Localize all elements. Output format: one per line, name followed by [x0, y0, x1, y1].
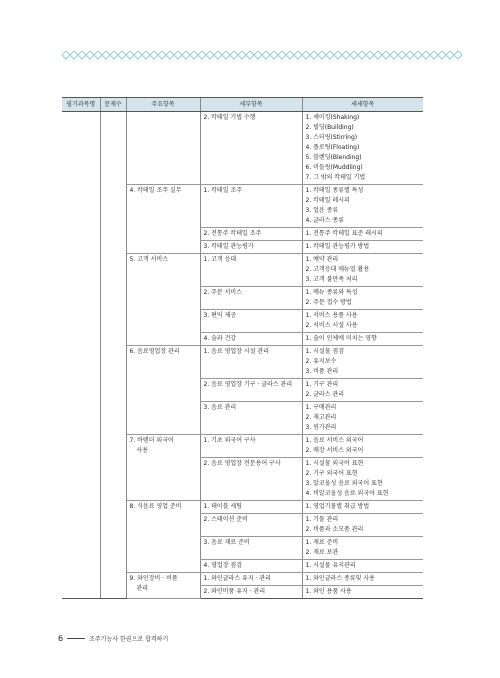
sub-item-cell: 1. 테이블 세팅 [200, 501, 302, 514]
detail-item: 1. 와인 용품 사용 [305, 588, 352, 595]
col-header-sub: 세부항목 [200, 98, 302, 112]
detail-items-cell [302, 379, 423, 402]
diamond-shape [118, 51, 126, 59]
detail-item: 2. 서비스 시설 사용 [305, 322, 358, 329]
diamond-shape [110, 51, 118, 59]
footer-rule [67, 638, 85, 639]
detail-item: 2. 비품과 소모품 관리 [305, 526, 364, 533]
diamond-shape [126, 51, 134, 59]
detail-item: 1. 시설물 유지관리 [305, 562, 356, 569]
diamond-shape [326, 51, 334, 59]
detail-item: 1. 기물 관리 [305, 516, 339, 523]
detail-item: 1. 예약 관리 [305, 256, 339, 263]
detail-item: 1. 와인글라스 종류및 사용 [305, 575, 375, 582]
detail-item: 7. 그 밖의 칵테일 기법 [305, 174, 366, 181]
detail-items-cell [302, 573, 423, 586]
diamond-shape [358, 51, 366, 59]
detail-items-cell [302, 287, 423, 310]
main-item-cell [126, 112, 200, 185]
detail-item: 2. 고객응대 매뉴얼 활용 [305, 266, 370, 273]
detail-item: 6. 머들링(Muddling) [305, 164, 363, 171]
syllabus-table [62, 97, 423, 599]
diamond-shape [446, 51, 454, 59]
diamond-shape [158, 51, 166, 59]
detail-item: 1. 셰이킹(Shaking) [305, 114, 360, 121]
diamond-shape [222, 51, 230, 59]
diamond-shape [142, 51, 150, 59]
sub-item-cell: 3. 음료 재료 준비 [200, 537, 302, 560]
sub-item-cell: 1. 기초 외국어 구사 [200, 435, 302, 458]
detail-items-cell [302, 560, 423, 573]
diamond-shape [214, 51, 222, 59]
detail-item: 3. 스터링(Stirring) [305, 134, 358, 141]
decorative-diamond-border [62, 50, 462, 60]
detail-item: 3. 비품 관리 [305, 368, 339, 375]
sub-item-cell: 1. 음료 영업장 시설 관리 [200, 346, 302, 379]
main-item-cell: 5. 고객 서비스 [126, 254, 200, 346]
detail-items-cell [302, 241, 423, 254]
detail-item: 4. 플로팅(Floating) [305, 144, 360, 151]
diamond-shape [174, 51, 182, 59]
detail-items-cell [302, 185, 423, 228]
diamond-shape [278, 51, 286, 59]
diamond-shape [246, 51, 254, 59]
main-item-cell: 7. 바텐더 외국어 사용 [126, 435, 200, 501]
diamond-shape [398, 51, 406, 59]
count-cell [100, 112, 126, 599]
diamond-shape [94, 51, 102, 59]
diamond-shape [86, 51, 94, 59]
detail-items-cell [302, 310, 423, 333]
sub-item-cell: 2. 스테이션 준비 [200, 514, 302, 537]
detail-item: 4. 글라스 종류 [305, 217, 345, 224]
sub-item-cell: 1. 고객 응대 [200, 254, 302, 287]
col-header-main: 주요항목 [126, 98, 200, 112]
col-header-count: 문제수 [100, 98, 126, 112]
detail-items-cell [302, 501, 423, 514]
detail-item: 2. 매장 서비스 외국어 [305, 447, 364, 454]
sub-item-cell: 4. 술과 건강 [200, 333, 302, 346]
sub-item-cell: 3. 칵테일 관능평가 [200, 241, 302, 254]
diamond-shape [134, 51, 142, 59]
detail-item: 1. 칵테일 관능평가 방법 [305, 243, 370, 250]
detail-item: 1. 음료 서비스 외국어 [305, 437, 364, 444]
sub-item-cell: 2. 음료 영업장 기구 · 글라스 관리 [200, 379, 302, 402]
detail-item: 5. 블렌딩(Blending) [305, 154, 362, 161]
diamond-shape [414, 51, 422, 59]
diamond-shape [262, 51, 270, 59]
diamond-shape [406, 51, 414, 59]
detail-item: 2. 재료 보관 [305, 549, 339, 556]
book-title: 조주기능사 한권으로 합격하기 [89, 635, 169, 643]
detail-items-cell [302, 402, 423, 435]
detail-item: 3. 얼음 종류 [305, 207, 339, 214]
detail-items-cell [302, 254, 423, 287]
diamond-shape [270, 51, 278, 59]
main-item-cell: 9. 와인장비 · 비품 관리 [126, 573, 200, 599]
diamond-shape [150, 51, 158, 59]
diamond-shape [366, 51, 374, 59]
diamond-shape [310, 51, 318, 59]
diamond-shape [302, 51, 310, 59]
detail-items-cell [302, 112, 423, 185]
page-footer [58, 633, 168, 643]
diamond-shape [318, 51, 326, 59]
sub-item-cell: 2. 전통주 칵테일 조주 [200, 228, 302, 241]
detail-items-cell [302, 228, 423, 241]
table-header-row [62, 98, 423, 112]
detail-item: 3. 원가관리 [305, 424, 337, 431]
diamond-shape [190, 51, 198, 59]
main-item-cell: 4. 칵테일 조주 실무 [126, 185, 200, 254]
detail-items-cell [302, 346, 423, 379]
sub-item-cell: 4. 영업장 점검 [200, 560, 302, 573]
detail-items-cell [302, 537, 423, 560]
diamond-shape [230, 51, 238, 59]
detail-items-cell [302, 586, 423, 599]
detail-item: 4. 비알코올성 음료 외국어 표현 [305, 490, 389, 497]
sub-item-cell: 2. 와인비품 유지 · 관리 [200, 586, 302, 599]
sub-item-cell: 3. 편익 제공 [200, 310, 302, 333]
diamond-shape [78, 51, 86, 59]
diamond-shape [374, 51, 382, 59]
detail-items-cell [302, 333, 423, 346]
detail-item: 2. 칵테일 레시피 [305, 197, 350, 204]
diamond-shape [182, 51, 190, 59]
detail-item: 2. 재고관리 [305, 414, 337, 421]
col-header-field: 필기과목명 [62, 98, 100, 112]
diamond-shape [454, 51, 462, 59]
detail-item: 1. 기구 관리 [305, 381, 339, 388]
detail-item: 2. 빌딩(Building) [305, 124, 354, 131]
detail-item: 1. 시설물 점검 [305, 348, 345, 355]
diamond-shape [350, 51, 358, 59]
diamond-shape [286, 51, 294, 59]
detail-item: 1. 칵테일 종류별 특성 [305, 187, 364, 194]
main-item-cell: 8. 식음료 영업 준비 [126, 501, 200, 573]
sub-item-cell: 1. 칵테일 조주 [200, 185, 302, 228]
detail-items-cell [302, 435, 423, 458]
sub-item-cell: 1. 와인글라스 유지 · 관리 [200, 573, 302, 586]
page-number: 6 [58, 633, 64, 643]
diamond-shape [382, 51, 390, 59]
detail-items-cell [302, 514, 423, 537]
diamond-shape [390, 51, 398, 59]
detail-item: 1. 영업기물별 취급 방법 [305, 503, 370, 510]
col-header-detail: 세세항목 [302, 98, 423, 112]
detail-item: 1. 재료 준비 [305, 539, 339, 546]
diamond-shape [254, 51, 262, 59]
diamond-shape [70, 51, 78, 59]
diamond-shape [342, 51, 350, 59]
diamond-shape [438, 51, 446, 59]
detail-item: 3. 알코올성 음료 외국어 표현 [305, 480, 383, 487]
detail-item: 2. 유지보수 [305, 358, 337, 365]
diamond-shape [198, 51, 206, 59]
diamond-shape [206, 51, 214, 59]
diamond-shape [294, 51, 302, 59]
detail-item: 1. 구매관리 [305, 404, 337, 411]
diamond-shape [430, 51, 438, 59]
detail-item: 1. 서비스 용품 사용 [305, 312, 358, 319]
diamond-shape [238, 51, 246, 59]
field-cell [62, 112, 100, 599]
detail-item: 2. 기구 외국어 표현 [305, 470, 358, 477]
detail-item: 3. 고객 불만족 처리 [305, 276, 358, 283]
diamond-shape [422, 51, 430, 59]
detail-item: 2. 글라스 관리 [305, 391, 345, 398]
diamond-shape [62, 51, 70, 59]
sub-item-cell: 2. 주문 서비스 [200, 287, 302, 310]
sub-item-cell: 2. 음료 영업장 전문용어 구사 [200, 458, 302, 501]
sub-item-cell: 3. 음료 관리 [200, 402, 302, 435]
detail-item: 1. 메뉴 종류와 특성 [305, 289, 358, 296]
main-item-cell: 6. 음료영업장 관리 [126, 346, 200, 435]
detail-item: 1. 시설물 외국어 표현 [305, 460, 364, 467]
detail-item: 1. 술이 인체에 미치는 영향 [305, 335, 377, 342]
diamond-shape [334, 51, 342, 59]
detail-items-cell [302, 458, 423, 501]
sub-item-cell: 2. 칵테일 기법 수행 [200, 112, 302, 185]
detail-item: 2. 주문 접수 방법 [305, 299, 352, 306]
detail-item: 1. 전통주 칵테일 표준 레시피 [305, 230, 383, 237]
diamond-shape [166, 51, 174, 59]
diamond-shape [102, 51, 110, 59]
table-row [62, 112, 423, 185]
